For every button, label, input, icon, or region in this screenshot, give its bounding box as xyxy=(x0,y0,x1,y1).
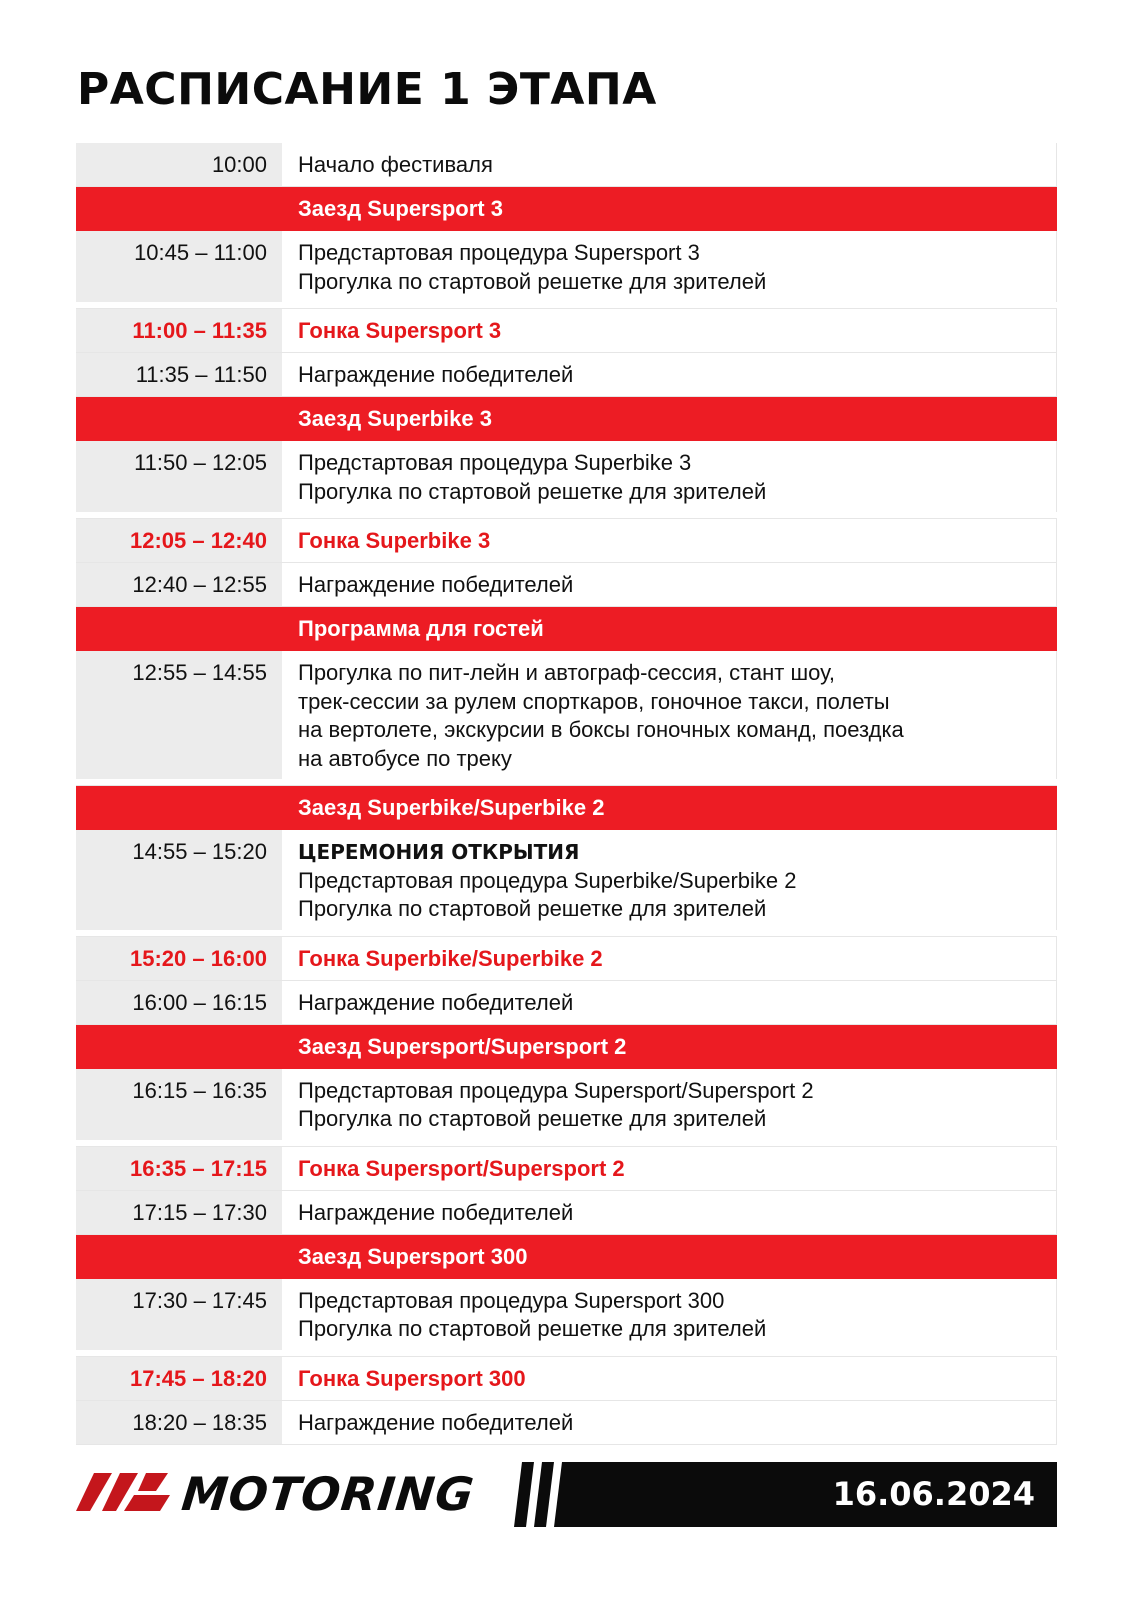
page-title: РАСПИСАНИЕ 1 ЭТАПА xyxy=(77,64,657,115)
description-line: Предстартовая процедура Supersport 300 xyxy=(298,1287,725,1313)
time-cell: 17:15 – 17:30 xyxy=(76,1191,282,1234)
schedule-row xyxy=(76,1069,1057,1147)
schedule-row xyxy=(76,830,1057,937)
description-cell xyxy=(282,1279,1057,1350)
description-cell xyxy=(282,651,1057,779)
race-row xyxy=(76,309,1057,353)
description-line: Гонка Supersport/Supersport 2 xyxy=(298,1155,625,1181)
description-line: Прогулка по стартовой решетке для зрителей xyxy=(298,478,767,504)
time-cell: 10:00 xyxy=(76,143,282,186)
schedule-row xyxy=(76,353,1057,397)
description-cell xyxy=(282,441,1057,512)
description-cell xyxy=(282,353,1057,396)
time-cell: 10:45 – 11:00 xyxy=(76,231,282,302)
time-cell: 18:20 – 18:35 xyxy=(76,1401,282,1444)
description-line: Награждение победителей xyxy=(298,572,574,597)
time-cell: 14:55 – 15:20 xyxy=(76,830,282,930)
description-line: Награждение победителей xyxy=(298,1199,574,1225)
brand-logo xyxy=(76,1467,477,1527)
brand-name: MOTORING xyxy=(179,1467,477,1521)
description-line: Предстартовая процедура Superbike 3 xyxy=(298,450,692,475)
schedule-row xyxy=(76,563,1057,607)
schedule-row xyxy=(76,231,1057,309)
time-cell: 12:40 – 12:55 xyxy=(76,563,282,606)
description-line: на автобусе по треку xyxy=(298,745,512,771)
description-line: Гонка Superbike 3 xyxy=(298,528,491,553)
time-cell: 11:00 – 11:35 xyxy=(76,309,282,352)
description-line: ЦЕРЕМОНИЯ ОТКРЫТИЯ xyxy=(298,840,580,864)
description-line: Прогулка по стартовой решетке для зрителей xyxy=(298,1106,767,1131)
section-header: Заезд Superbike/Superbike 2 xyxy=(76,786,1057,830)
description-line: Предстартовая процедура Supersport 3 xyxy=(298,240,700,265)
description-line: Награждение победителей xyxy=(298,362,574,387)
description-line: на вертолете, экскурсии в боксы гоночных команд, поездка xyxy=(298,717,904,742)
description-cell xyxy=(282,1147,1057,1190)
section-header: Заезд Superbike 3 xyxy=(76,397,1057,441)
description-cell xyxy=(282,1191,1057,1234)
section-header: Заезд Supersport/Supersport 2 xyxy=(76,1025,1057,1069)
section-header: Заезд Supersport 300 xyxy=(76,1235,1057,1279)
description-cell xyxy=(282,309,1057,352)
description-cell xyxy=(282,563,1057,606)
time-cell: 15:20 – 16:00 xyxy=(76,937,282,980)
description-cell xyxy=(282,1401,1057,1444)
description-line: Начало фестиваля xyxy=(298,152,493,177)
time-cell: 12:55 – 14:55 xyxy=(76,651,282,779)
schedule-row xyxy=(76,143,1057,187)
time-cell: 12:05 – 12:40 xyxy=(76,519,282,562)
schedule-row xyxy=(76,981,1057,1025)
description-line: Предстартовая процедура Superbike/Superbike 2 xyxy=(298,867,797,893)
section-header: Заезд Supersport 3 xyxy=(76,187,1057,231)
event-date: 16.06.2024 xyxy=(832,1475,1035,1513)
description-cell xyxy=(282,830,1057,930)
description-line: Гонка Supersport 300 xyxy=(298,1365,526,1391)
description-line: Предстартовая процедура Supersport/Supersport 2 xyxy=(298,1077,814,1103)
schedule-row xyxy=(76,1279,1057,1357)
description-cell xyxy=(282,519,1057,562)
time-cell: 11:50 – 12:05 xyxy=(76,441,282,512)
schedule-row xyxy=(76,651,1057,786)
description-line: Награждение победителей xyxy=(298,989,574,1015)
schedule-row xyxy=(76,1191,1057,1235)
schedule-row xyxy=(76,441,1057,519)
time-cell: 16:00 – 16:15 xyxy=(76,981,282,1024)
description-cell xyxy=(282,981,1057,1024)
motoring-stripes-icon xyxy=(76,1473,176,1523)
description-line: Награждение победителей xyxy=(298,1409,574,1435)
time-cell: 11:35 – 11:50 xyxy=(76,353,282,396)
time-cell: 17:30 – 17:45 xyxy=(76,1279,282,1350)
schedule-table xyxy=(76,143,1057,1445)
description-cell xyxy=(282,1069,1057,1140)
race-row xyxy=(76,519,1057,563)
description-line: Прогулка по стартовой решетке для зрителей xyxy=(298,896,767,921)
description-line: Гонка Supersport 3 xyxy=(298,318,502,343)
description-line: Прогулка по стартовой решетке для зрителей xyxy=(298,1316,767,1341)
time-cell: 16:15 – 16:35 xyxy=(76,1069,282,1140)
description-line: Гонка Superbike/Superbike 2 xyxy=(298,945,603,971)
race-row xyxy=(76,937,1057,981)
description-line: Прогулка по стартовой решетке для зрителей xyxy=(298,268,767,294)
section-header: Программа для гостей xyxy=(76,607,1057,651)
time-cell: 17:45 – 18:20 xyxy=(76,1357,282,1400)
description-line: трек-сессии за рулем спорткаров, гоночное такси, полеты xyxy=(298,688,890,714)
time-cell: 16:35 – 17:15 xyxy=(76,1147,282,1190)
description-cell xyxy=(282,143,1057,186)
description-cell xyxy=(282,937,1057,980)
schedule-row xyxy=(76,1401,1057,1445)
description-line: Прогулка по пит-лейн и автограф-сессия, стант шоу, xyxy=(298,660,836,685)
date-banner xyxy=(514,1462,1057,1527)
race-row xyxy=(76,1357,1057,1401)
description-cell xyxy=(282,1357,1057,1400)
description-cell xyxy=(282,231,1057,302)
race-row xyxy=(76,1147,1057,1191)
